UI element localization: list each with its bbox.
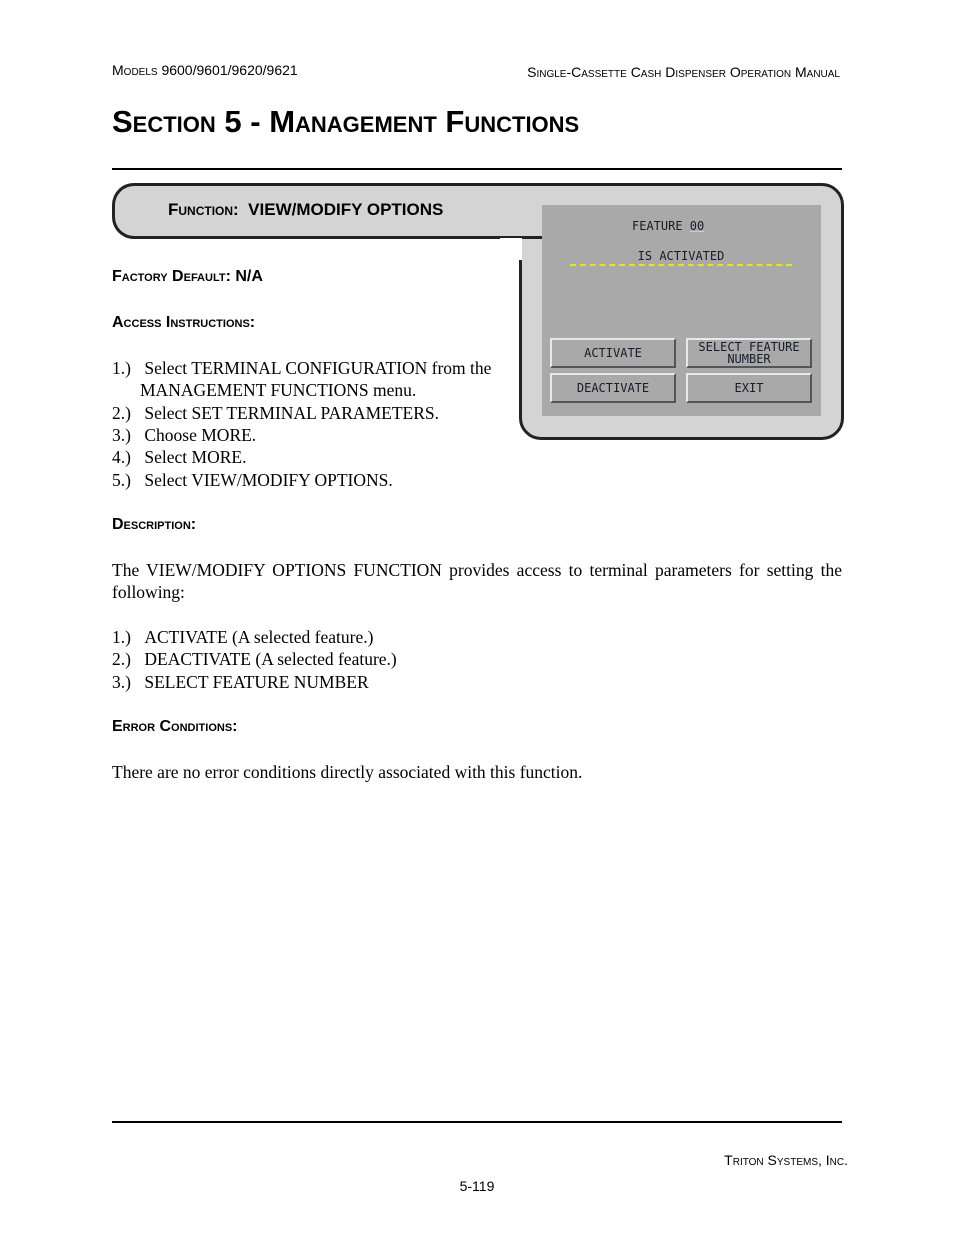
function-label [168, 200, 443, 220]
description-heading: Description: [112, 516, 197, 533]
access-step: 3.) Choose MORE. [112, 425, 257, 445]
factory-default-value: N/A [235, 268, 263, 285]
feature-number: 00 [689, 219, 705, 233]
section-title: Section 5 - Management Functions [112, 104, 580, 139]
description-item: 2.) DEACTIVATE (A selected feature.) [112, 649, 397, 669]
activate-button[interactable]: ACTIVATE [550, 338, 676, 368]
tab-corner [500, 238, 522, 260]
access-heading: Access Instructions: [112, 314, 256, 331]
feature-line [632, 219, 704, 233]
atm-screen [542, 205, 821, 416]
status-line: IS ACTIVATED [570, 249, 792, 266]
exit-button[interactable]: EXIT [686, 373, 812, 403]
description-text: The VIEW/MODIFY OPTIONS FUNCTION provides access to terminal parameters for setting the following: [112, 560, 842, 603]
select-feature-number-button[interactable]: SELECT FEATURE NUMBER [686, 338, 812, 368]
deactivate-button[interactable]: DEACTIVATE [550, 373, 676, 403]
factory-default-label: Factory Default: [112, 268, 231, 285]
error-conditions-heading: Error Conditions: [112, 718, 238, 735]
factory-default-heading [112, 268, 263, 286]
access-step: 1.) Select TERMINAL CONFIGURATION from the [112, 358, 492, 378]
description-item: 3.) SELECT FEATURE NUMBER [112, 672, 369, 692]
footer-company: Triton Systems, Inc. [724, 1152, 848, 1168]
feature-label: FEATURE [632, 219, 690, 233]
top-rule [112, 168, 842, 170]
header-manual-title: Single-Cassette Cash Dispenser Operation Manual [527, 64, 840, 80]
access-step: 4.) Select MORE. [112, 447, 247, 467]
error-conditions-text: There are no error conditions directly associated with this function. [112, 762, 583, 782]
access-step: 5.) Select VIEW/MODIFY OPTIONS. [112, 470, 393, 490]
function-name: VIEW/MODIFY OPTIONS [248, 200, 444, 219]
page-number: 5-119 [459, 1178, 495, 1194]
bottom-rule [112, 1121, 842, 1123]
header-models: Models 9600/9601/9620/9621 [112, 62, 298, 78]
access-step: 2.) Select SET TERMINAL PARAMETERS. [112, 403, 439, 423]
description-item: 1.) ACTIVATE (A selected feature.) [112, 627, 374, 647]
function-prefix: Function: [168, 200, 239, 219]
access-step-continuation: MANAGEMENT FUNCTIONS menu. [140, 380, 417, 400]
